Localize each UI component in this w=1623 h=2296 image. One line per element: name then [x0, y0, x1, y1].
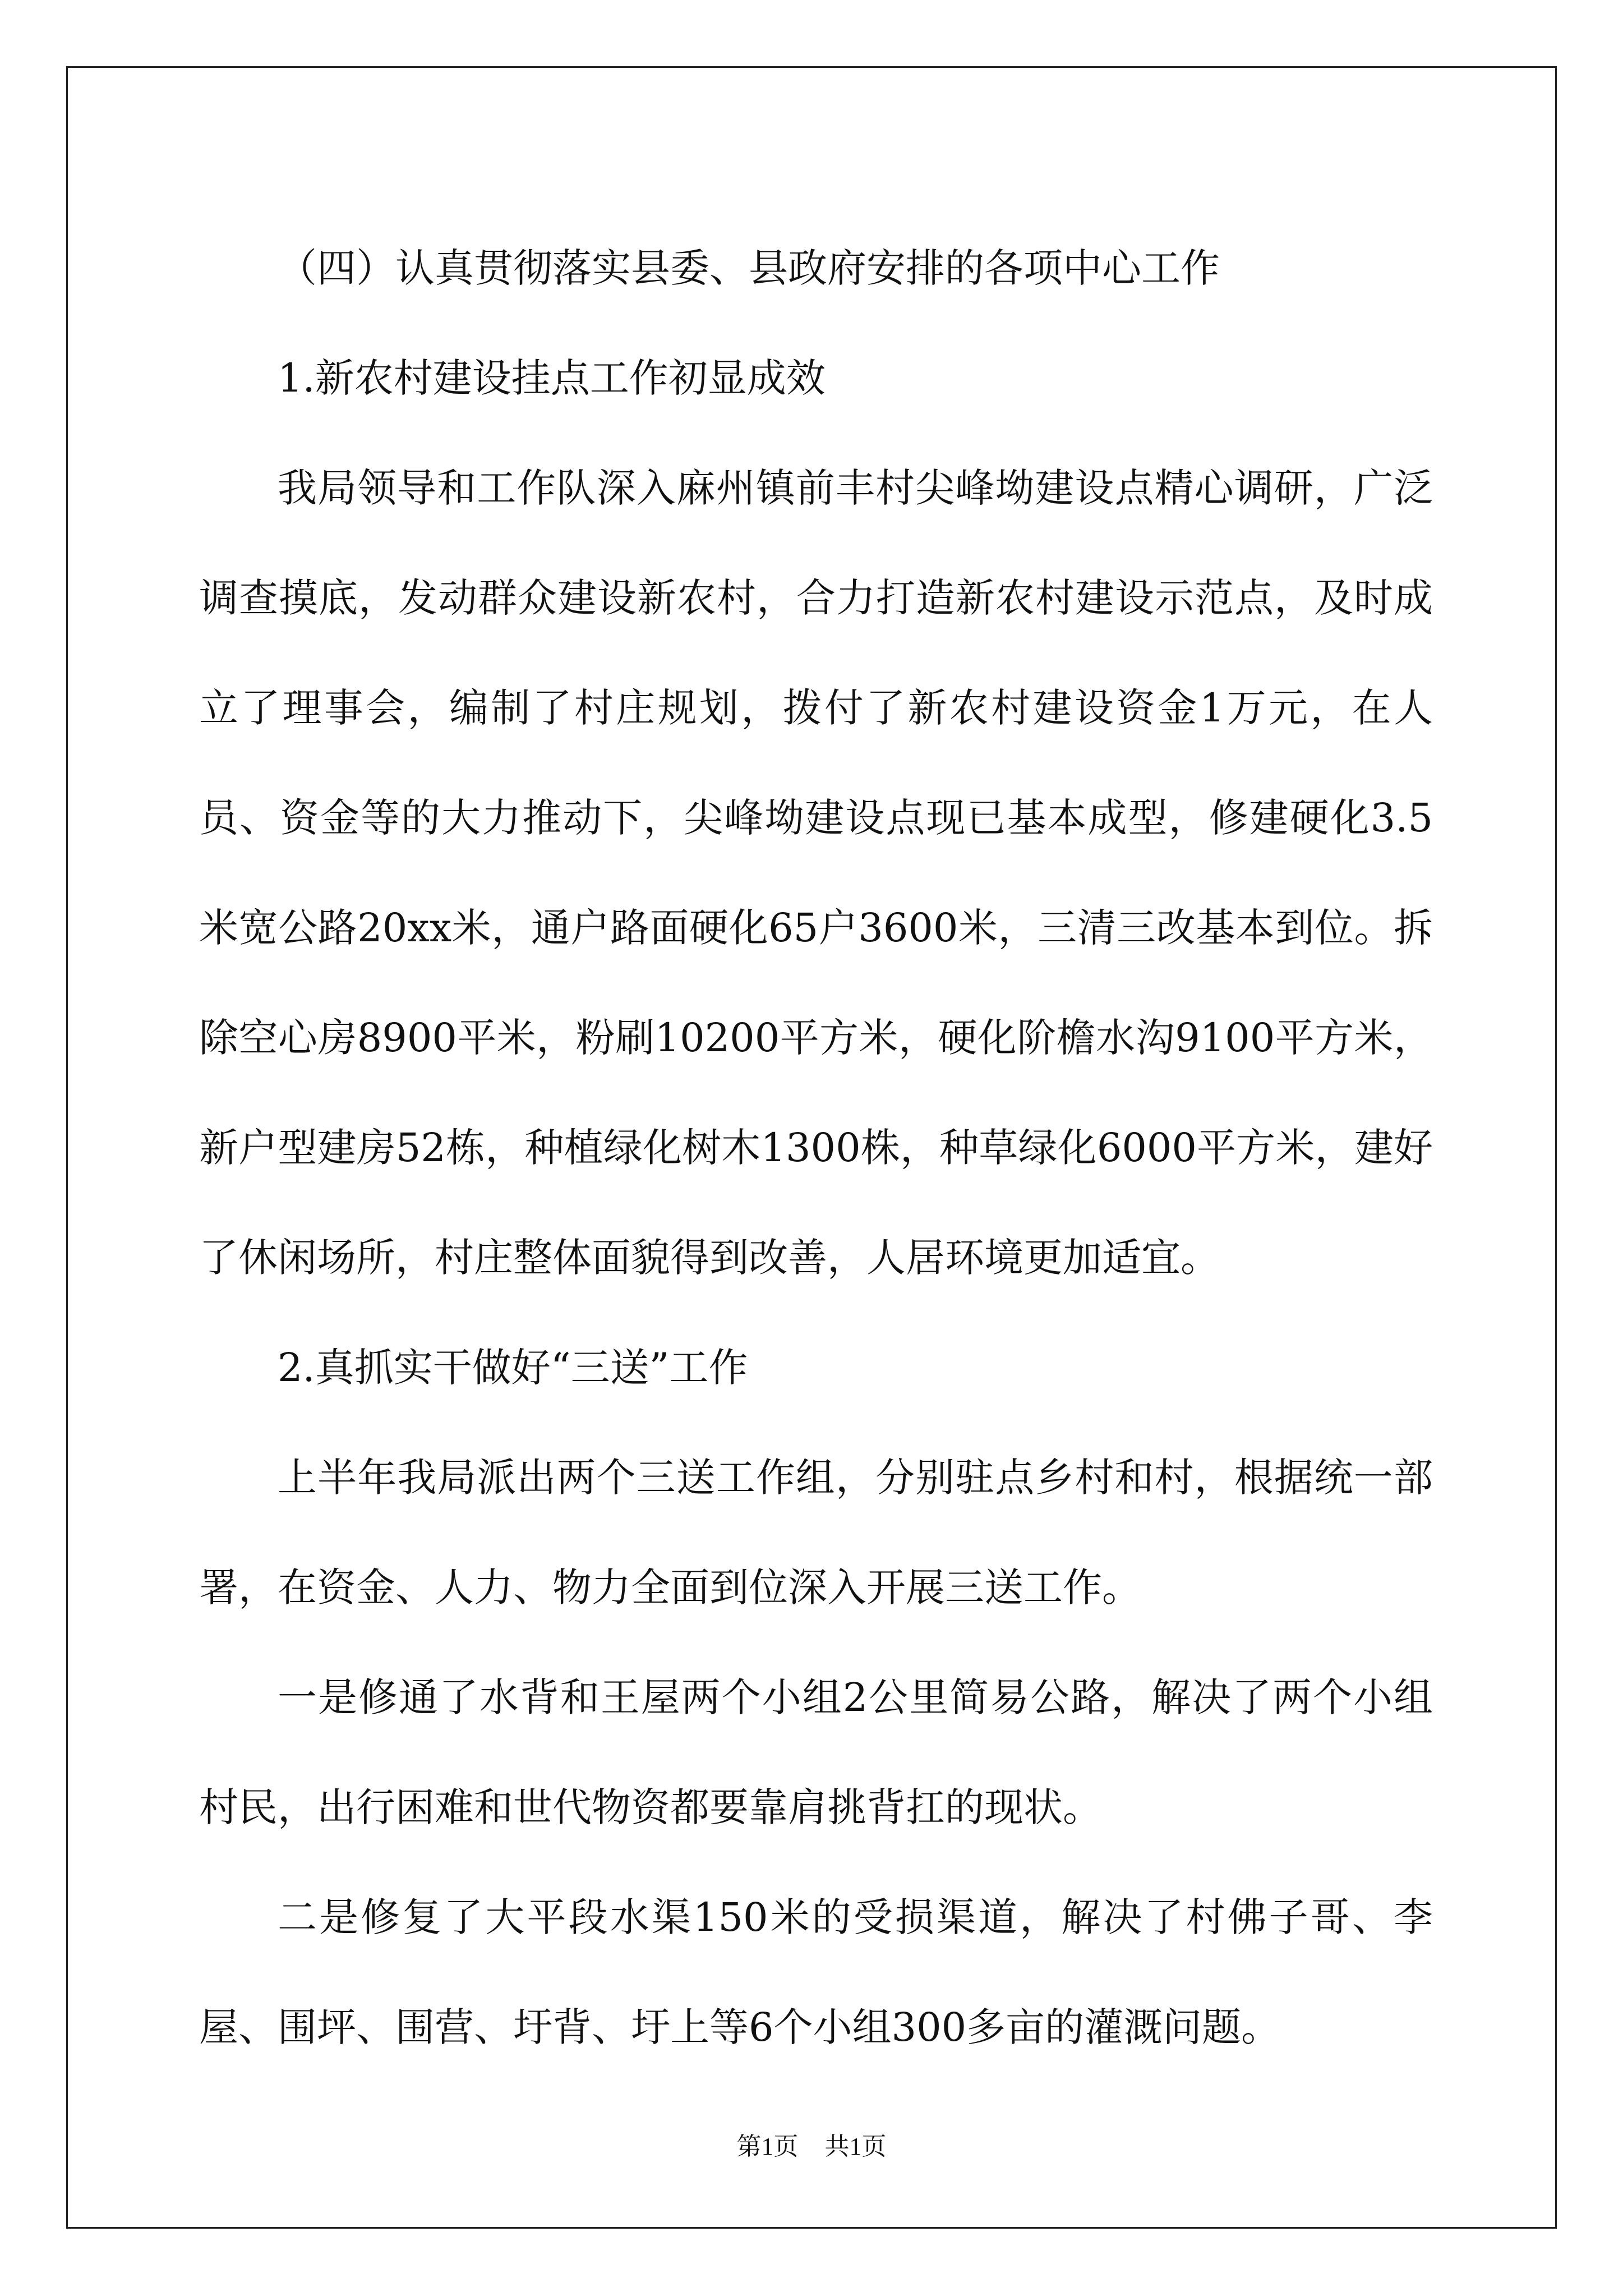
page-number-current: 第1页: [736, 2133, 799, 2160]
body-paragraph: 二是修复了大平段水渠150米的受损渠道，解决了村佛子哥、李屋、围坪、围营、圩背、圩上等6个小组300多亩的灌溉问题。: [199, 1894, 1433, 2050]
body-paragraph: 上半年我局派出两个三送工作组，分别驻点乡村和村，根据统一部署，在资金、人力、物力全面到位深入开展三送工作。: [199, 1455, 1433, 1611]
page-footer: [0, 2126, 1623, 2162]
body-paragraph: 一是修通了水背和王屋两个小组2公里简易公路，解决了两个小组村民，出行困难和世代物资都要靠肩挑背扛的现状。: [199, 1674, 1433, 1830]
section-heading: （四）认真贯彻落实县委、县政府安排的各项中心工作: [278, 245, 1220, 291]
subsection-heading: 1.新农村建设挂点工作初显成效: [278, 355, 826, 401]
document-body: [199, 213, 1433, 2082]
page-number-total: 共1页: [824, 2133, 887, 2160]
subsection-heading: 2.真抓实干做好“三送”工作: [278, 1345, 748, 1391]
body-paragraph: 我局领导和工作队深入麻州镇前丰村尖峰坳建设点精心调研，广泛调查摸底，发动群众建设新农村，合力打造新农村建设示范点，及时成立了理事会，编制了村庄规划，拨付了新农村建设资金1万元，在人员、资金等的大力推动下，尖峰坳建设点现已基本成型，修建硬化3.5米宽公路20xx米，通户路面硬化65户3600米，三清三改基本到位。拆除空心房8900平米，粉刷10200平方米，硬化阶檐水沟9100平方米，新户型建房52栋，种植绿化树木1300株，种草绿化6000平方米，建好了休闲场所，村庄整体面貌得到改善，人居环境更加适宜。: [199, 465, 1433, 1281]
